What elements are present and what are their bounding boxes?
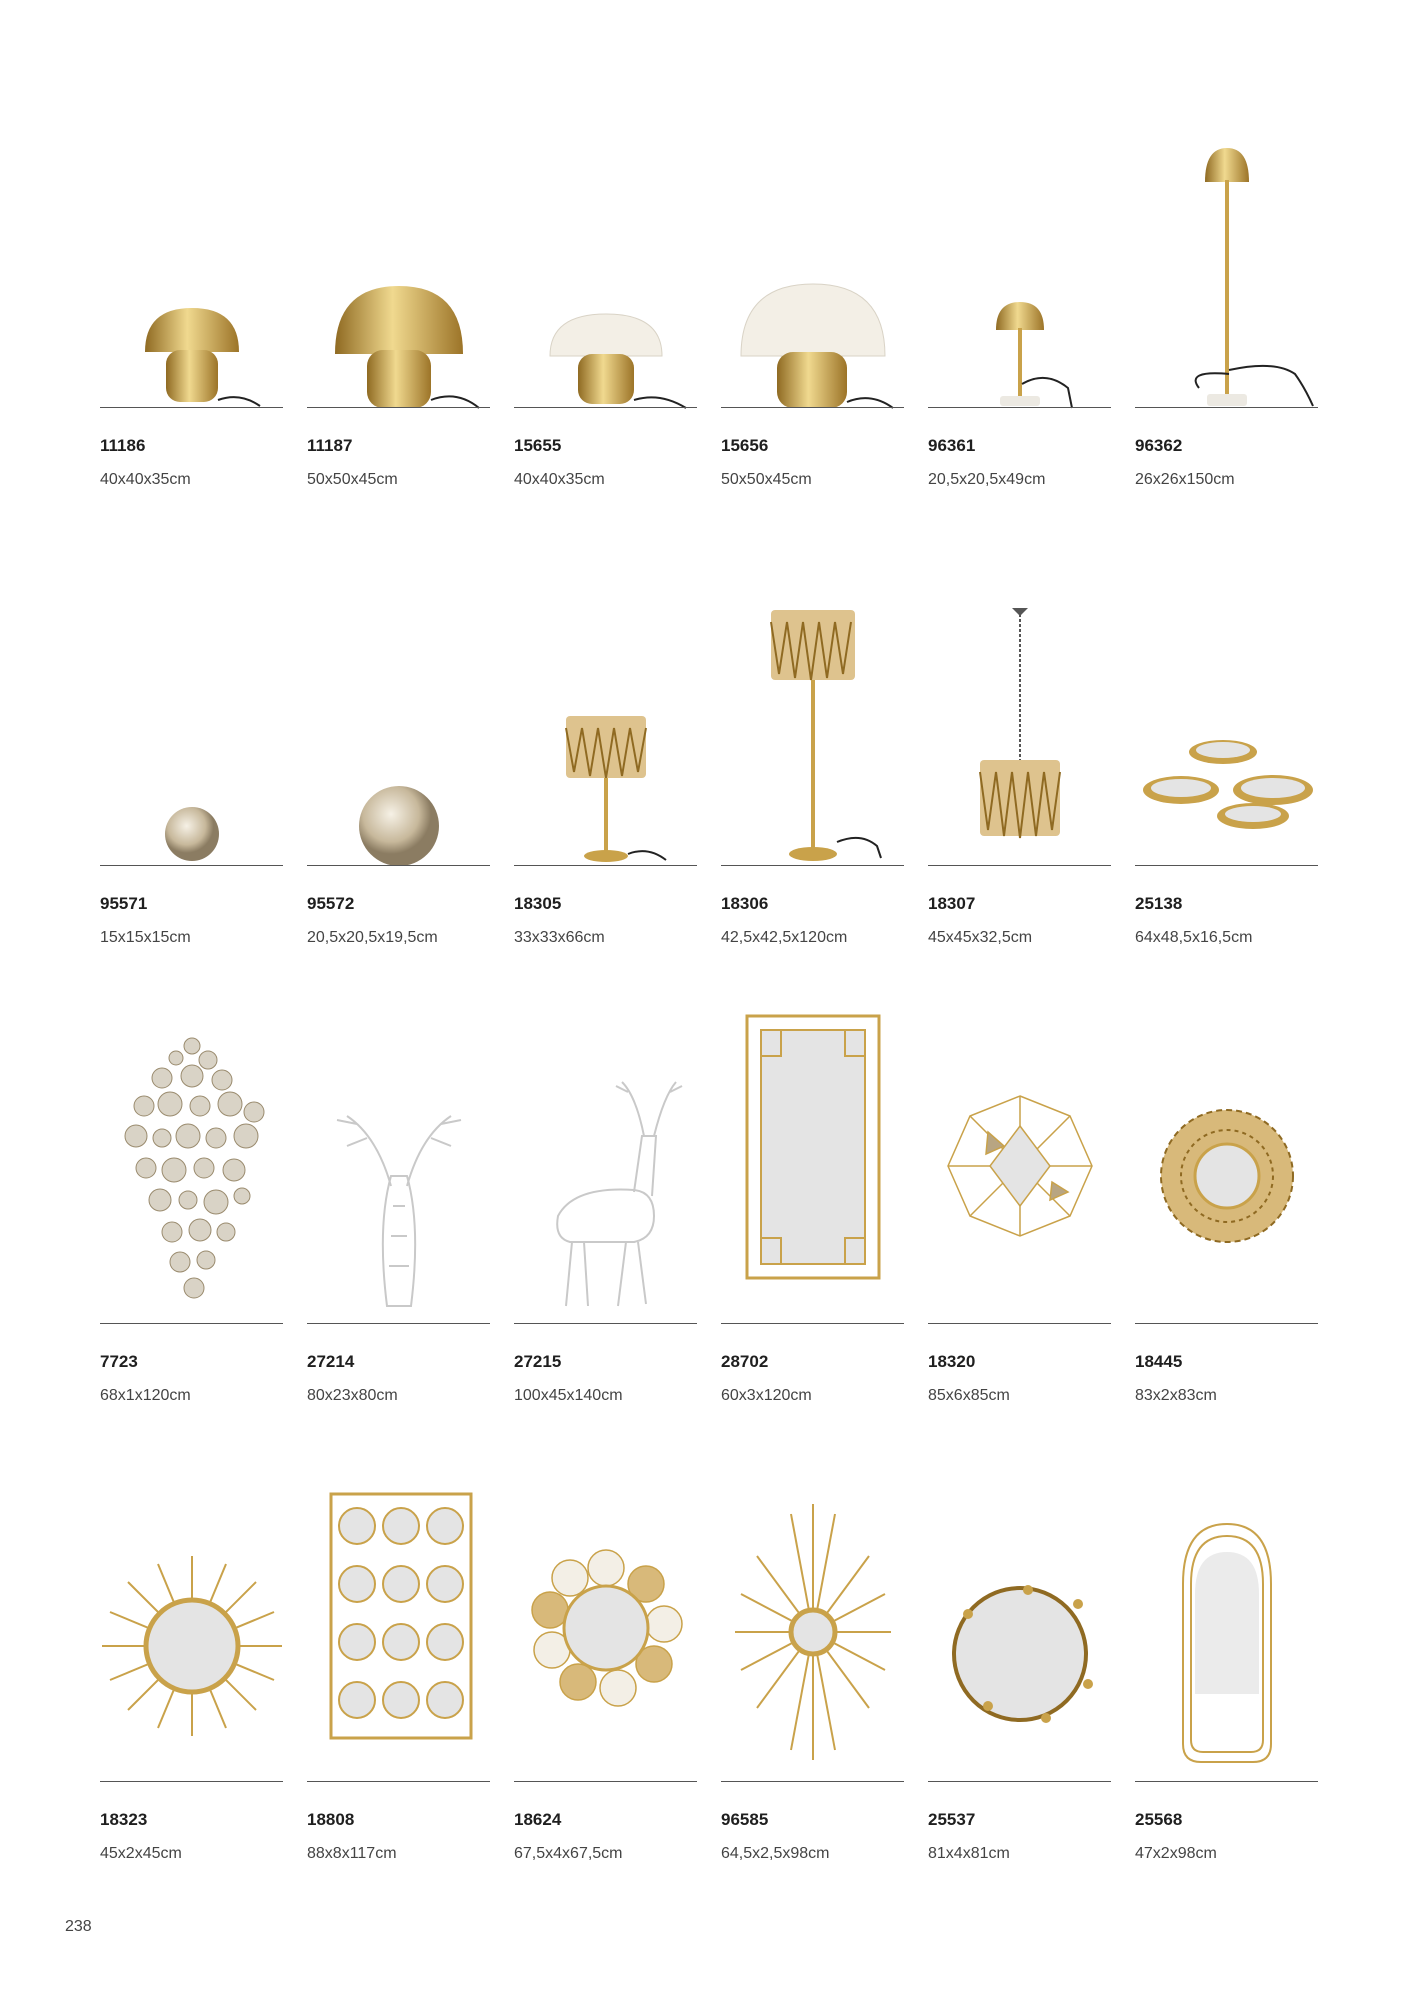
product-card — [307, 1414, 490, 1872]
disc-ring-mirror-icon — [514, 1444, 697, 1784]
crystal-leaf-floor-lamp-icon — [721, 528, 904, 868]
product-divider — [100, 1781, 283, 1782]
product-divider — [1135, 1323, 1318, 1324]
gold-mushroom-table-lamp-icon — [100, 70, 283, 410]
product-dimensions: 45x2x45cm — [100, 1845, 182, 1862]
product-dimensions: 85x6x85cm — [928, 1387, 1010, 1404]
product-card — [307, 498, 490, 956]
gold-dome-floor-lamp-icon — [1135, 70, 1318, 410]
product-dimensions: 40x40x35cm — [514, 471, 605, 488]
product-card — [514, 956, 697, 1414]
product-dimensions: 64,5x2,5x98cm — [721, 1845, 830, 1862]
product-code: 28702 — [721, 1352, 769, 1371]
gold-lace-round-mirror-icon — [1135, 986, 1318, 1326]
gold-tiered-trays-icon — [1135, 528, 1318, 868]
product-card — [1135, 1414, 1318, 1872]
product-divider — [721, 865, 904, 866]
product-dimensions: 83x2x83cm — [1135, 1387, 1217, 1404]
product-divider — [307, 1781, 490, 1782]
product-dimensions: 60x3x120cm — [721, 1387, 812, 1404]
product-divider — [1135, 407, 1318, 408]
product-divider — [928, 407, 1111, 408]
product-dimensions: 88x8x117cm — [307, 1845, 397, 1862]
product-dimensions: 47x2x98cm — [1135, 1845, 1217, 1862]
product-divider — [307, 865, 490, 866]
product-card — [307, 40, 490, 498]
product-card — [100, 40, 283, 498]
product-card — [928, 40, 1111, 498]
branch-round-mirror-icon — [928, 1444, 1111, 1784]
product-card — [1135, 498, 1318, 956]
product-divider — [307, 407, 490, 408]
product-code: 96362 — [1135, 436, 1183, 455]
product-divider — [1135, 865, 1318, 866]
product-card — [307, 956, 490, 1414]
product-dimensions: 20,5x20,5x49cm — [928, 471, 1046, 488]
product-code: 18323 — [100, 1810, 148, 1829]
product-card — [100, 956, 283, 1414]
mercury-glass-ball-lamp-icon — [100, 528, 283, 868]
arch-mirror-icon — [1135, 1444, 1318, 1784]
product-code: 25568 — [1135, 1810, 1183, 1829]
product-divider — [100, 1323, 283, 1324]
product-code: 15655 — [514, 436, 562, 455]
product-code: 96361 — [928, 436, 976, 455]
product-dimensions: 20,5x20,5x19,5cm — [307, 929, 438, 946]
product-dimensions: 50x50x45cm — [721, 471, 812, 488]
disc-wall-sculpture-icon — [100, 986, 283, 1326]
product-catalog-grid — [100, 40, 1320, 1872]
product-dimensions: 33x33x66cm — [514, 929, 605, 946]
product-code: 95572 — [307, 894, 355, 913]
page-number: 238 — [65, 1918, 92, 1935]
product-divider — [1135, 1781, 1318, 1782]
product-divider — [514, 1323, 697, 1324]
product-row-4 — [100, 1414, 1320, 1872]
product-dimensions: 45x45x32,5cm — [928, 929, 1033, 946]
product-card — [721, 498, 904, 956]
product-code: 18445 — [1135, 1352, 1183, 1371]
product-divider — [514, 865, 697, 866]
product-code: 25537 — [928, 1810, 976, 1829]
product-card — [928, 498, 1111, 956]
product-card — [928, 956, 1111, 1414]
product-divider — [721, 1781, 904, 1782]
product-card — [514, 498, 697, 956]
product-code: 7723 — [100, 1352, 138, 1371]
product-divider — [721, 407, 904, 408]
mercury-glass-ball-lamp-large-icon — [307, 528, 490, 868]
product-divider — [928, 1323, 1111, 1324]
product-code: 18307 — [928, 894, 976, 913]
crystal-leaf-table-lamp-icon — [514, 528, 697, 868]
gold-frame-rectangular-mirror-icon — [721, 986, 904, 1326]
product-divider — [514, 1781, 697, 1782]
geometric-mirror-icon — [928, 986, 1111, 1326]
product-card — [721, 1414, 904, 1872]
product-card — [1135, 40, 1318, 498]
product-dimensions: 81x4x81cm — [928, 1845, 1010, 1862]
starburst-mirror-icon — [721, 1444, 904, 1784]
product-row-2 — [100, 498, 1320, 956]
product-divider — [721, 1323, 904, 1324]
product-divider — [514, 407, 697, 408]
product-code: 18808 — [307, 1810, 355, 1829]
product-code: 96585 — [721, 1810, 769, 1829]
product-card — [1135, 956, 1318, 1414]
product-card — [721, 956, 904, 1414]
product-card — [100, 498, 283, 956]
product-divider — [928, 1781, 1111, 1782]
product-code: 18320 — [928, 1352, 976, 1371]
gold-dome-table-lamp-icon — [928, 70, 1111, 410]
product-code: 11187 — [307, 436, 353, 455]
product-code: 18624 — [514, 1810, 562, 1829]
product-dimensions: 100x45x140cm — [514, 1387, 623, 1404]
product-code: 18305 — [514, 894, 562, 913]
white-mushroom-table-lamp-large-icon — [721, 70, 904, 410]
product-card — [514, 1414, 697, 1872]
product-dimensions: 50x50x45cm — [307, 471, 398, 488]
product-code: 18306 — [721, 894, 769, 913]
product-card — [100, 1414, 283, 1872]
product-row-3 — [100, 956, 1320, 1414]
product-card — [514, 40, 697, 498]
product-divider — [928, 865, 1111, 866]
product-dimensions: 42,5x42,5x120cm — [721, 929, 848, 946]
sunburst-mirror-icon — [100, 1444, 283, 1784]
product-divider — [100, 865, 283, 866]
gold-mushroom-table-lamp-large-icon — [307, 70, 490, 410]
product-code: 15656 — [721, 436, 769, 455]
product-dimensions: 26x26x150cm — [1135, 471, 1235, 488]
grid-round-mirrors-icon — [307, 1444, 490, 1784]
product-code: 27214 — [307, 1352, 355, 1371]
white-mushroom-table-lamp-icon — [514, 70, 697, 410]
product-card — [721, 40, 904, 498]
product-dimensions: 80x23x80cm — [307, 1387, 398, 1404]
product-divider — [307, 1323, 490, 1324]
product-dimensions: 15x15x15cm — [100, 929, 191, 946]
wire-deer-head-icon — [307, 986, 490, 1326]
product-divider — [100, 407, 283, 408]
crystal-leaf-pendant-lamp-icon — [928, 528, 1111, 868]
product-row-1 — [100, 40, 1320, 498]
product-code: 95571 — [100, 894, 148, 913]
product-code: 25138 — [1135, 894, 1183, 913]
product-dimensions: 67,5x4x67,5cm — [514, 1845, 623, 1862]
product-card — [928, 1414, 1111, 1872]
product-code: 11186 — [100, 436, 146, 455]
product-dimensions: 64x48,5x16,5cm — [1135, 929, 1253, 946]
wire-standing-deer-icon — [514, 986, 697, 1326]
product-dimensions: 68x1x120cm — [100, 1387, 191, 1404]
product-dimensions: 40x40x35cm — [100, 471, 191, 488]
product-code: 27215 — [514, 1352, 562, 1371]
